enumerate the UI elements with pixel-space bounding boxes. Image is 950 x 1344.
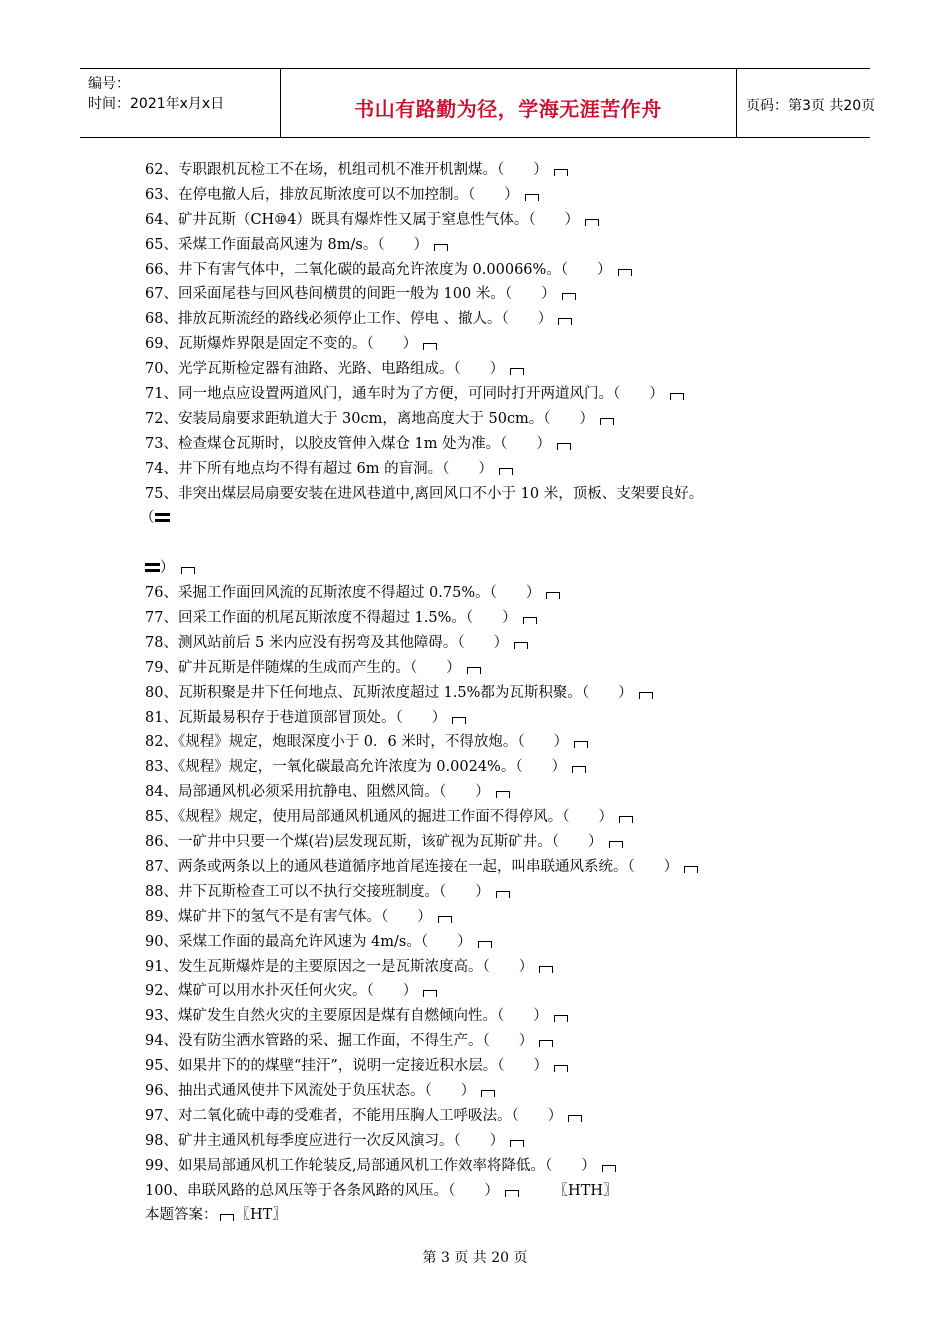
question-text: 92、煤矿可以用水扑灭任何火灾。（ ） [145,983,418,1000]
question-item [145,780,825,805]
bracket-mark-icon [619,816,633,823]
question-item [145,1154,825,1179]
bracket-mark-icon [557,443,571,450]
question-text: 89、煤矿井下的氢气不是有害气体。（ ） [145,908,432,925]
question-text: 99、如果局部通风机工作轮装反,局部通风机工作效率将降低。（ ） [145,1157,596,1174]
question-text: 95、如果井下的的煤壁“挂汗”，说明一定接近积水层。（ ） [145,1058,549,1075]
question-item [145,631,825,656]
bracket-mark-icon [438,916,452,923]
question-text: 88、井下瓦斯检查工可以不执行交接班制度。（ ） [145,883,490,900]
question-text: 62、专职跟机瓦检工不在场，机组司机不准开机割煤。（ ） [145,162,548,178]
question-item [145,581,825,606]
question-item [145,332,825,357]
question-item [145,880,825,905]
question-item [145,1054,825,1079]
bracket-mark-icon [554,1015,568,1022]
question-item [145,1029,825,1054]
bracket-mark-icon [609,841,623,848]
bracket-mark-icon [554,1065,568,1072]
question-text: 100、串联风路的总风压等于各条风路的风压。（ ） [145,1182,499,1199]
question-item-75 [145,482,825,507]
question-75-close: ） [145,556,825,581]
bracket-mark-icon [670,393,684,400]
bracket-mark-icon [554,169,568,176]
answer-line [145,1203,825,1228]
bracket-mark-icon [525,194,539,201]
question-item [145,805,825,830]
answer-label: 本题答案： [145,1207,218,1224]
bracket-mark-icon [496,791,510,798]
question-item [145,407,825,432]
question-text: 81、瓦斯最易积存于巷道顶部冒顶处。（ ） [145,709,447,726]
bracket-mark-icon [481,1090,495,1097]
bracket-mark-icon [423,343,437,350]
question-item [145,681,825,706]
ht-tag: 〖HT〗 [235,1207,287,1224]
bracket-mark-icon [572,766,586,773]
bracket-mark-icon [602,1165,616,1172]
page-header [80,68,876,138]
time-label: 时间：2021年x月x日 [88,96,225,112]
question-text: 78、测风站前后 5 米内应没有拐弯及其他障碍。（ ） [145,634,509,651]
question-item [145,755,825,780]
bracket-mark-icon [505,1190,519,1197]
question-text: 84、局部通风机必须采用抗静电、阻燃风筒。（ ） [145,784,490,801]
question-text: 86、一矿井中只要一个煤(岩)层发现瓦斯，该矿视为瓦斯矿井。（ ） [145,834,603,851]
question-text: 70、光学瓦斯检定器有油路、光路、电路组成。（ ） [145,361,505,378]
bracket-mark-icon [539,966,553,973]
question-text: 74、井下所有地点均不得有超过 6m 的盲洞。（ ） [145,460,493,477]
question-text: 76、采掘工作面回风流的瓦斯浓度不得超过 0.75%。（ ） [145,585,541,602]
page-info: 页码：第3页 共20页 [746,98,876,114]
question-text: 94、没有防尘洒水管路的采、掘工作面，不得生产。（ ） [145,1033,534,1050]
header-motto-cell [280,69,737,137]
question-item [145,233,825,258]
bracket-mark-icon [558,318,572,325]
question-item [145,955,825,980]
question-item [145,208,825,233]
bracket-mark-icon [523,617,537,624]
bracket-mark-icon [510,1140,524,1147]
question-item [145,830,825,855]
bracket-mark-icon [562,293,576,300]
motto: 书山有路勤为径，学海无涯苦作舟 [354,97,662,121]
question-item [145,979,825,1004]
question-item [145,606,825,631]
bracket-mark-icon [568,1115,582,1122]
question-item [145,457,825,482]
bracket-mark-icon [585,219,599,226]
question-text: 73、检查煤仓瓦斯时，以胶皮管伸入煤仓 1m 处为准。（ ） [145,435,551,452]
bracket-mark-icon [574,741,588,748]
question-text: 68、排放瓦斯流经的路线必须停止工作、停电 、撤人。（ ） [145,311,553,328]
question-item [145,1104,825,1129]
question-item [145,905,825,930]
question-item [145,930,825,955]
question-text: 67、回采面尾巷与回风巷间横贯的间距一般为 100 米。（ ） [145,286,556,303]
question-text: 77、回采工作面的机尾瓦斯浓度不得超过 1.5%。（ ） [145,610,517,627]
bracket-mark-icon [423,990,437,997]
bracket-mark-icon [467,667,481,674]
question-item [145,1004,825,1029]
bracket-mark-icon [618,269,632,276]
bracket-mark-icon [600,418,614,425]
question-item [145,1129,825,1154]
question-item [145,183,825,208]
question-text: 82、《规程》规定，炮眼深度小于 0．6 米时，不得放炮。（ ） [145,734,569,751]
bracket-mark-icon [546,592,560,599]
question-text: 69、瓦斯爆炸界限是固定不变的。（ ） [145,336,418,353]
bracket-mark-icon [684,866,698,873]
question-text: 71、同一地点应设置两道风门，通车时为了方便，可同时打开两道风门。（ ） [145,386,664,403]
question-list [140,158,825,1228]
bracket-mark-icon [514,642,528,649]
question-text: 79、矿井瓦斯是伴随煤的生成而产生的。（ ） [145,659,461,676]
question-text: 63、在停电撤人后，排放瓦斯浓度可以不加控制。（ ） [145,186,519,203]
question-item [145,656,825,681]
question-text: 65、采煤工作面最高风速为 8m/s。（ ） [145,236,429,253]
header-page-cell [736,69,876,137]
footer-page-number: 第 3 页 共 20 页 [422,1250,528,1266]
question-text: 66、井下有害气体中，二氧化碳的最高允许浓度为 0.00066%。（ ） [145,261,612,278]
question-text: 85、《规程》规定，使用局部通风机通风的掘进工作面不得停风。（ ） [145,809,613,826]
bracket-mark-icon [434,244,448,251]
bracket-mark-icon [220,1214,234,1221]
bracket-mark-icon [539,1040,553,1047]
double-bar-icon [145,562,160,573]
question-text: 98、矿井主通风机每季度应进行一次反风演习。（ ） [145,1132,505,1149]
bracket-mark-icon [496,891,510,898]
bracket-mark-icon [452,717,466,724]
question-item [145,730,825,755]
question-text: 72、安装局扇要求距轨道大于 30cm，离地高度大于 50cm。（ ） [145,410,595,427]
question-75-open: （ [140,506,825,531]
question-text: 90、采煤工作面的最高允许风速为 4m/s。（ ） [145,933,472,950]
question-item [145,357,825,382]
bracket-mark-icon [639,692,653,699]
question-item-100 [145,1179,825,1204]
question-item [145,706,825,731]
question-text: 87、两条或两条以上的通风巷道循序地首尾连接在一起，叫串联通风系统。（ ） [145,858,679,875]
question-text: 64、矿井瓦斯（CH⑩4）既具有爆炸性又属于窒息性气体。（ ） [145,211,580,228]
question-text: 75、非突出煤层局扇要安装在进风巷道中,离回风口不小于 10 米，顶板、支架要良好。 [145,485,704,502]
question-item [145,1079,825,1104]
question-item [145,158,825,183]
question-item [145,382,825,407]
question-item [145,855,825,880]
page-footer [0,1247,950,1267]
double-bar-icon [155,512,170,523]
question-item [145,282,825,307]
question-text: 97、对二氧化硫中毒的受难者，不能用压胸人工呼吸法。（ ） [145,1107,563,1124]
question-item [145,258,825,283]
question-text: 93、煤矿发生自然火灾的主要原因是煤有自燃倾向性。（ ） [145,1008,548,1025]
question-item [145,432,825,457]
question-text: 80、瓦斯积聚是井下任何地点、瓦斯浓度超过 1.5%都为瓦斯积聚。（ ） [145,684,633,701]
hth-tag: 〖HTH〗 [553,1182,618,1199]
bracket-mark-icon [499,468,513,475]
bracket-mark-icon [181,567,195,574]
question-text: 96、抽出式通风使井下风流处于负压状态。（ ） [145,1082,476,1099]
question-text: 83、《规程》规定，一氧化碳最高允许浓度为 0.0024%。（ ） [145,759,567,776]
question-item [145,307,825,332]
bracket-mark-icon [478,941,492,948]
code-label: 编号： [88,76,130,92]
bracket-mark-icon [510,368,524,375]
question-text: 91、发生瓦斯爆炸是的主要原因之一是瓦斯浓度高。（ ） [145,958,534,975]
header-meta-cell [80,69,281,137]
